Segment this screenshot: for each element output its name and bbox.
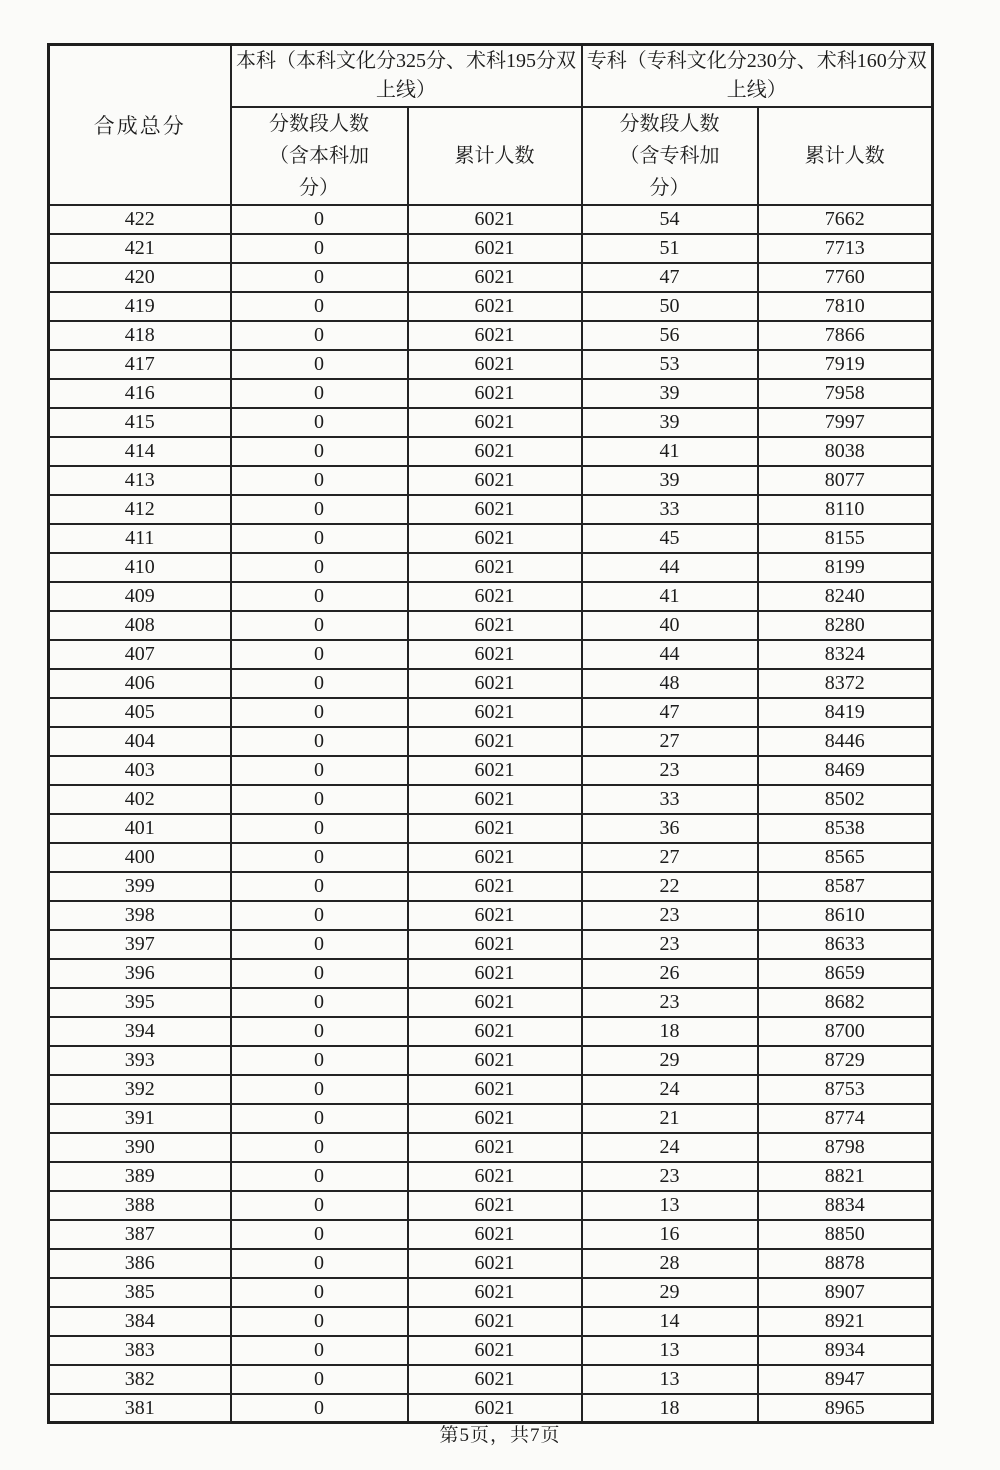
table-row [49, 466, 933, 495]
benke-segment-count-cell: 0 [231, 234, 408, 263]
composite-score-cell: 398 [49, 901, 231, 930]
table-row [49, 1191, 933, 1220]
zhuanke-segment-count-cell: 54 [582, 205, 758, 234]
composite-score-cell: 415 [49, 408, 231, 437]
group-header-row [49, 45, 933, 107]
benke-cumulative-count-cell: 6021 [408, 669, 582, 698]
table-row [49, 959, 933, 988]
zhuanke-cumulative-count-cell: 7958 [758, 379, 933, 408]
zhuanke-cumulative-count-cell: 8587 [758, 872, 933, 901]
composite-score-cell: 394 [49, 1017, 231, 1046]
benke-cumulative-count-cell: 6021 [408, 1394, 582, 1423]
benke-cumulative-count-cell: 6021 [408, 901, 582, 930]
composite-score-cell: 388 [49, 1191, 231, 1220]
zhuanke-segment-count-cell: 33 [582, 495, 758, 524]
table-row [49, 756, 933, 785]
zhuanke-segment-count-cell: 56 [582, 321, 758, 350]
benke-cumulative-count-cell: 6021 [408, 495, 582, 524]
composite-score-cell: 422 [49, 205, 231, 234]
zhuanke-cumulative-count-cell: 8419 [758, 698, 933, 727]
zhuanke-segment-count-cell: 36 [582, 814, 758, 843]
benke-segment-count-cell: 0 [231, 495, 408, 524]
composite-score-cell: 399 [49, 872, 231, 901]
benke-cumulative-count-cell: 6021 [408, 205, 582, 234]
table-row [49, 988, 933, 1017]
zhuanke-segment-count-cell: 47 [582, 263, 758, 292]
zhuanke-segment-count-cell: 45 [582, 524, 758, 553]
composite-score-cell: 385 [49, 1278, 231, 1307]
table-row [49, 1278, 933, 1307]
zhuanke-segment-count-cell: 50 [582, 292, 758, 321]
benke-segment-count-cell: 0 [231, 553, 408, 582]
benke-cumulative-count-cell: 6021 [408, 379, 582, 408]
zhuanke-cumulative-count-cell: 8659 [758, 959, 933, 988]
zhuanke-cumulative-count-cell: 8821 [758, 1162, 933, 1191]
benke-segment-count-cell: 0 [231, 205, 408, 234]
benke-segment-count-cell: 0 [231, 698, 408, 727]
benke-segment-count-cell: 0 [231, 1017, 408, 1046]
composite-score-cell: 402 [49, 785, 231, 814]
zhuanke-segment-count-cell: 16 [582, 1220, 758, 1249]
benke-cumulative-count-cell: 6021 [408, 1046, 582, 1075]
zhuanke-cumulative-count-cell: 8934 [758, 1336, 933, 1365]
zhuanke-cumulative-count-cell: 8753 [758, 1075, 933, 1104]
zhuanke-cumulative-count-cell: 8907 [758, 1278, 933, 1307]
benke-cumulative-count-cell: 6021 [408, 1133, 582, 1162]
zhuanke-segment-count-cell: 27 [582, 843, 758, 872]
table-row [49, 1249, 933, 1278]
corner-header-composite-score: 合成总分 [49, 45, 231, 205]
zhuanke-segment-count-cell: 13 [582, 1365, 758, 1394]
composite-score-cell: 413 [49, 466, 231, 495]
page-number-indicator: 第5页，共7页 [439, 1425, 561, 1446]
zhuanke-cumulative-count-cell: 8324 [758, 640, 933, 669]
benke-segment-count-cell: 0 [231, 1278, 408, 1307]
composite-score-cell: 384 [49, 1307, 231, 1336]
composite-score-cell: 391 [49, 1104, 231, 1133]
table-row [49, 1307, 933, 1336]
benke-segment-count-cell: 0 [231, 1220, 408, 1249]
zhuanke-segment-count-cell: 41 [582, 582, 758, 611]
benke-cumulative-count-cell: 6021 [408, 611, 582, 640]
zhuanke-cumulative-count-cell: 8110 [758, 495, 933, 524]
zhuanke-cumulative-count-cell: 8921 [758, 1307, 933, 1336]
zhuanke-segment-count-cell: 13 [582, 1336, 758, 1365]
benke-segment-count-cell: 0 [231, 1162, 408, 1191]
zhuanke-cumulative-count-cell: 8682 [758, 988, 933, 1017]
score-distribution-table [47, 43, 934, 1424]
benke-segment-count-cell: 0 [231, 727, 408, 756]
zhuanke-segment-count-cell: 39 [582, 466, 758, 495]
composite-score-cell: 400 [49, 843, 231, 872]
zhuanke-segment-count-cell: 26 [582, 959, 758, 988]
benke-cumulative-count-cell: 6021 [408, 1365, 582, 1394]
benke-segment-count-cell: 0 [231, 350, 408, 379]
zhuanke-cumulative-count-cell: 7810 [758, 292, 933, 321]
zhuanke-segment-count-cell: 13 [582, 1191, 758, 1220]
benke-cumulative-count-cell: 6021 [408, 466, 582, 495]
zhuanke-segment-count-cell: 51 [582, 234, 758, 263]
table-row [49, 785, 933, 814]
zhuanke-cumulative-count-cell: 7662 [758, 205, 933, 234]
benke-segment-count-cell: 0 [231, 988, 408, 1017]
zhuanke-cumulative-count-cell: 8729 [758, 1046, 933, 1075]
table-row [49, 524, 933, 553]
zhuanke-cumulative-count-cell: 8469 [758, 756, 933, 785]
benke-cumulative-count-cell: 6021 [408, 640, 582, 669]
benke-segment-count-cell: 0 [231, 611, 408, 640]
benke-segment-count-cell: 0 [231, 1133, 408, 1162]
benke-cumulative-count-cell: 6021 [408, 321, 582, 350]
zhuanke-segment-count-cell: 29 [582, 1278, 758, 1307]
table-row [49, 321, 933, 350]
table-row [49, 1075, 933, 1104]
table-row [49, 582, 933, 611]
zhuanke-cumulative-count-cell: 8199 [758, 553, 933, 582]
benke-cumulative-count-cell: 6021 [408, 727, 582, 756]
zhuanke-cumulative-count-cell: 7919 [758, 350, 933, 379]
benke-segment-count-cell: 0 [231, 1307, 408, 1336]
composite-score-cell: 412 [49, 495, 231, 524]
benke-segment-count-cell: 0 [231, 901, 408, 930]
composite-score-cell: 420 [49, 263, 231, 292]
benke-segment-count-cell: 0 [231, 466, 408, 495]
benke-segment-count-cell: 0 [231, 582, 408, 611]
benke-cumulative-count-cell: 6021 [408, 930, 582, 959]
zhuanke-segment-count-cell: 29 [582, 1046, 758, 1075]
benke-cumulative-count-cell: 6021 [408, 1336, 582, 1365]
zhuanke-cumulative-count-cell: 8038 [758, 437, 933, 466]
composite-score-cell: 386 [49, 1249, 231, 1278]
benke-cumulative-count-cell: 6021 [408, 756, 582, 785]
composite-score-cell: 417 [49, 350, 231, 379]
benke-segment-count-cell: 0 [231, 1365, 408, 1394]
composite-score-cell: 403 [49, 756, 231, 785]
table-row [49, 379, 933, 408]
zhuanke-cumulative-count-cell: 8633 [758, 930, 933, 959]
benke-cumulative-count-cell: 6021 [408, 1278, 582, 1307]
benke-cumulative-count-cell: 6021 [408, 582, 582, 611]
benke-cumulative-count-cell: 6021 [408, 959, 582, 988]
table-row [49, 611, 933, 640]
composite-score-cell: 421 [49, 234, 231, 263]
benke-cumulative-count-cell: 6021 [408, 350, 582, 379]
benke-segment-count-cell: 0 [231, 756, 408, 785]
composite-score-cell: 396 [49, 959, 231, 988]
benke-segment-count-cell: 0 [231, 843, 408, 872]
table-row [49, 350, 933, 379]
benke-cumulative-count-cell: 6021 [408, 1162, 582, 1191]
sub-header-benke-cumulative-count: 累计人数 [408, 107, 582, 205]
benke-segment-count-cell: 0 [231, 814, 408, 843]
zhuanke-segment-count-cell: 21 [582, 1104, 758, 1133]
benke-segment-count-cell: 0 [231, 1046, 408, 1075]
table-row [49, 843, 933, 872]
zhuanke-cumulative-count-cell: 8240 [758, 582, 933, 611]
benke-segment-count-cell: 0 [231, 1191, 408, 1220]
composite-score-cell: 404 [49, 727, 231, 756]
composite-score-cell: 390 [49, 1133, 231, 1162]
table-row [49, 1133, 933, 1162]
benke-segment-count-cell: 0 [231, 408, 408, 437]
benke-cumulative-count-cell: 6021 [408, 234, 582, 263]
table-row [49, 553, 933, 582]
zhuanke-segment-count-cell: 24 [582, 1133, 758, 1162]
benke-segment-count-cell: 0 [231, 640, 408, 669]
benke-segment-count-cell: 0 [231, 872, 408, 901]
table-row [49, 1336, 933, 1365]
table-row [49, 495, 933, 524]
zhuanke-cumulative-count-cell: 8700 [758, 1017, 933, 1046]
zhuanke-segment-count-cell: 47 [582, 698, 758, 727]
zhuanke-cumulative-count-cell: 7760 [758, 263, 933, 292]
benke-segment-count-cell: 0 [231, 669, 408, 698]
zhuanke-segment-count-cell: 23 [582, 756, 758, 785]
benke-cumulative-count-cell: 6021 [408, 1075, 582, 1104]
composite-score-cell: 401 [49, 814, 231, 843]
benke-segment-count-cell: 0 [231, 1075, 408, 1104]
benke-cumulative-count-cell: 6021 [408, 1104, 582, 1133]
composite-score-cell: 419 [49, 292, 231, 321]
zhuanke-segment-count-cell: 48 [582, 669, 758, 698]
zhuanke-segment-count-cell: 23 [582, 930, 758, 959]
benke-segment-count-cell: 0 [231, 379, 408, 408]
zhuanke-segment-count-cell: 18 [582, 1394, 758, 1423]
table-row [49, 437, 933, 466]
benke-cumulative-count-cell: 6021 [408, 1307, 582, 1336]
composite-score-cell: 397 [49, 930, 231, 959]
benke-cumulative-count-cell: 6021 [408, 553, 582, 582]
zhuanke-cumulative-count-cell: 8502 [758, 785, 933, 814]
zhuanke-cumulative-count-cell: 7997 [758, 408, 933, 437]
benke-segment-count-cell: 0 [231, 1104, 408, 1133]
zhuanke-segment-count-cell: 33 [582, 785, 758, 814]
zhuanke-segment-count-cell: 41 [582, 437, 758, 466]
composite-score-cell: 408 [49, 611, 231, 640]
composite-score-cell: 393 [49, 1046, 231, 1075]
composite-score-cell: 406 [49, 669, 231, 698]
composite-score-cell: 405 [49, 698, 231, 727]
composite-score-cell: 381 [49, 1394, 231, 1423]
table-row [49, 1162, 933, 1191]
zhuanke-segment-count-cell: 28 [582, 1249, 758, 1278]
zhuanke-segment-count-cell: 23 [582, 988, 758, 1017]
composite-score-cell: 382 [49, 1365, 231, 1394]
table-row [49, 205, 933, 234]
table-row [49, 930, 933, 959]
benke-cumulative-count-cell: 6021 [408, 698, 582, 727]
zhuanke-cumulative-count-cell: 8280 [758, 611, 933, 640]
table-row [49, 263, 933, 292]
group-header-benke: 本科（本科文化分325分、术科195分双上线） [231, 45, 582, 107]
benke-segment-count-cell: 0 [231, 930, 408, 959]
zhuanke-segment-count-cell: 18 [582, 1017, 758, 1046]
table-row [49, 408, 933, 437]
composite-score-cell: 395 [49, 988, 231, 1017]
zhuanke-cumulative-count-cell: 8610 [758, 901, 933, 930]
zhuanke-segment-count-cell: 22 [582, 872, 758, 901]
zhuanke-segment-count-cell: 14 [582, 1307, 758, 1336]
zhuanke-segment-count-cell: 24 [582, 1075, 758, 1104]
composite-score-cell: 410 [49, 553, 231, 582]
zhuanke-cumulative-count-cell: 8155 [758, 524, 933, 553]
table-row [49, 814, 933, 843]
benke-cumulative-count-cell: 6021 [408, 1191, 582, 1220]
table-row [49, 1365, 933, 1394]
composite-score-cell: 387 [49, 1220, 231, 1249]
zhuanke-cumulative-count-cell: 8850 [758, 1220, 933, 1249]
sub-header-zhuanke-segment-count: 分数段人数（含专科加分） [582, 107, 758, 205]
table-row [49, 1104, 933, 1133]
table-row [49, 901, 933, 930]
table-row [49, 669, 933, 698]
benke-cumulative-count-cell: 6021 [408, 988, 582, 1017]
zhuanke-cumulative-count-cell: 8965 [758, 1394, 933, 1423]
zhuanke-segment-count-cell: 23 [582, 1162, 758, 1191]
benke-cumulative-count-cell: 6021 [408, 292, 582, 321]
zhuanke-segment-count-cell: 53 [582, 350, 758, 379]
benke-segment-count-cell: 0 [231, 524, 408, 553]
zhuanke-segment-count-cell: 23 [582, 901, 758, 930]
zhuanke-cumulative-count-cell: 7866 [758, 321, 933, 350]
table-row [49, 1046, 933, 1075]
benke-cumulative-count-cell: 6021 [408, 872, 582, 901]
composite-score-cell: 414 [49, 437, 231, 466]
benke-segment-count-cell: 0 [231, 292, 408, 321]
benke-segment-count-cell: 0 [231, 785, 408, 814]
zhuanke-cumulative-count-cell: 8798 [758, 1133, 933, 1162]
table-row [49, 872, 933, 901]
composite-score-cell: 409 [49, 582, 231, 611]
score-table-body [49, 205, 933, 1423]
table-row [49, 292, 933, 321]
composite-score-cell: 389 [49, 1162, 231, 1191]
table-row [49, 727, 933, 756]
benke-segment-count-cell: 0 [231, 959, 408, 988]
table-row [49, 1394, 933, 1423]
zhuanke-segment-count-cell: 27 [582, 727, 758, 756]
benke-segment-count-cell: 0 [231, 437, 408, 466]
zhuanke-cumulative-count-cell: 8372 [758, 669, 933, 698]
zhuanke-segment-count-cell: 39 [582, 408, 758, 437]
composite-score-cell: 416 [49, 379, 231, 408]
zhuanke-cumulative-count-cell: 8446 [758, 727, 933, 756]
table-row [49, 1220, 933, 1249]
benke-segment-count-cell: 0 [231, 263, 408, 292]
zhuanke-cumulative-count-cell: 8834 [758, 1191, 933, 1220]
table-row [49, 640, 933, 669]
composite-score-cell: 411 [49, 524, 231, 553]
benke-cumulative-count-cell: 6021 [408, 263, 582, 292]
composite-score-cell: 407 [49, 640, 231, 669]
zhuanke-cumulative-count-cell: 8077 [758, 466, 933, 495]
zhuanke-cumulative-count-cell: 8538 [758, 814, 933, 843]
benke-segment-count-cell: 0 [231, 1249, 408, 1278]
sub-header-zhuanke-cumulative-count: 累计人数 [758, 107, 933, 205]
zhuanke-cumulative-count-cell: 7713 [758, 234, 933, 263]
benke-cumulative-count-cell: 6021 [408, 408, 582, 437]
benke-cumulative-count-cell: 6021 [408, 524, 582, 553]
composite-score-cell: 418 [49, 321, 231, 350]
table-row [49, 234, 933, 263]
composite-score-cell: 383 [49, 1336, 231, 1365]
zhuanke-cumulative-count-cell: 8774 [758, 1104, 933, 1133]
zhuanke-segment-count-cell: 40 [582, 611, 758, 640]
zhuanke-cumulative-count-cell: 8565 [758, 843, 933, 872]
benke-cumulative-count-cell: 6021 [408, 437, 582, 466]
benke-cumulative-count-cell: 6021 [408, 843, 582, 872]
zhuanke-cumulative-count-cell: 8947 [758, 1365, 933, 1394]
benke-cumulative-count-cell: 6021 [408, 1249, 582, 1278]
zhuanke-cumulative-count-cell: 8878 [758, 1249, 933, 1278]
benke-segment-count-cell: 0 [231, 321, 408, 350]
benke-segment-count-cell: 0 [231, 1394, 408, 1423]
benke-cumulative-count-cell: 6021 [408, 785, 582, 814]
zhuanke-segment-count-cell: 44 [582, 553, 758, 582]
composite-score-cell: 392 [49, 1075, 231, 1104]
sub-header-benke-segment-count: 分数段人数（含本科加分） [231, 107, 408, 205]
benke-segment-count-cell: 0 [231, 1336, 408, 1365]
benke-cumulative-count-cell: 6021 [408, 1017, 582, 1046]
zhuanke-segment-count-cell: 39 [582, 379, 758, 408]
zhuanke-segment-count-cell: 44 [582, 640, 758, 669]
group-header-zhuanke: 专科（专科文化分230分、术科160分双上线） [582, 45, 933, 107]
benke-cumulative-count-cell: 6021 [408, 1220, 582, 1249]
benke-cumulative-count-cell: 6021 [408, 814, 582, 843]
table-row [49, 1017, 933, 1046]
table-row [49, 698, 933, 727]
